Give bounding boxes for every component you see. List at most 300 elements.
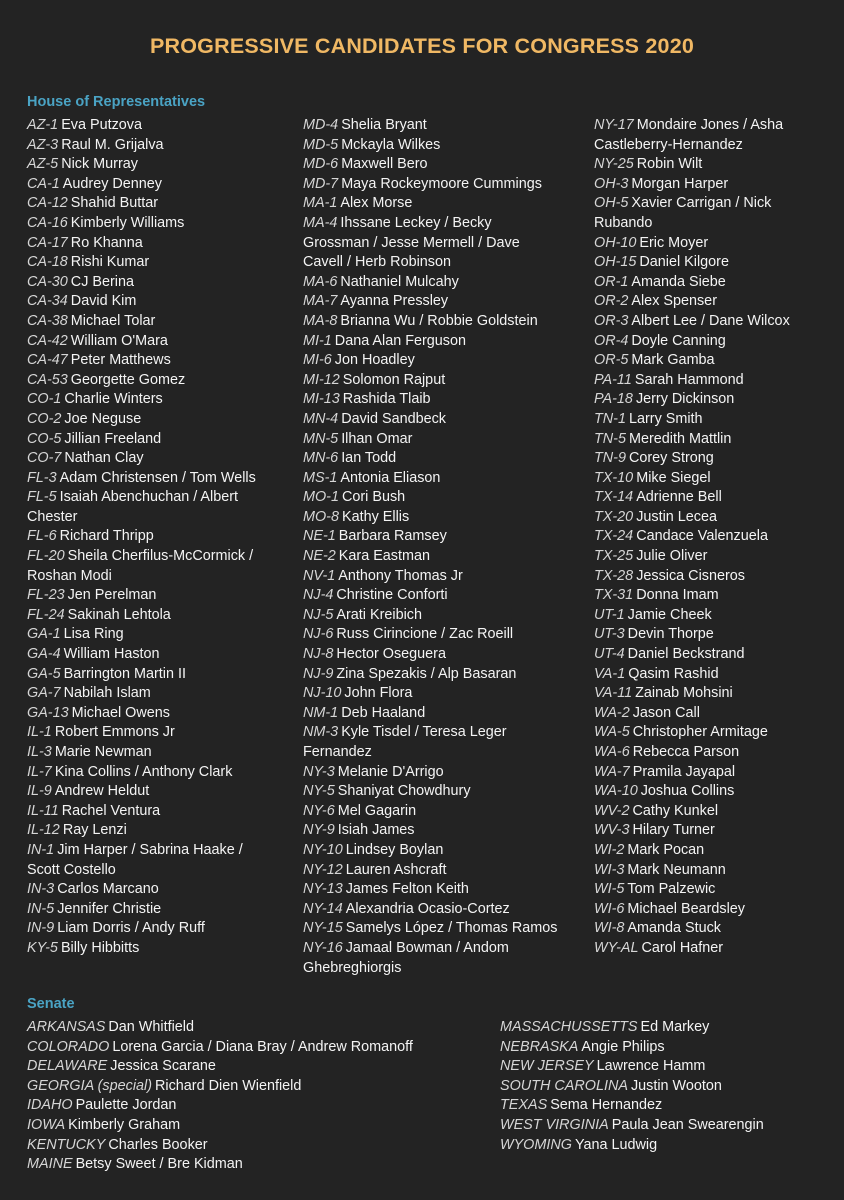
district-code: TEXAS [500,1097,548,1114]
candidate-entry [303,900,557,920]
district-code: MN-5 [303,430,339,447]
candidate-entry [27,332,256,352]
district-code: MA-4 [303,214,338,231]
candidate-name: Yana Ludwig [574,1136,658,1153]
candidate-name: David Kim [70,293,137,310]
district-code: CA-17 [27,234,68,251]
candidate-entry [594,332,790,352]
candidate-entry [594,586,790,606]
district-code: IL-1 [27,724,52,741]
candidate-entry [303,136,557,156]
district-code: OH-5 [594,195,629,212]
candidate-entry [594,273,790,293]
candidate-name: Shelia Bryant [341,117,427,133]
candidate-name: Nathaniel Mulcahy [340,273,459,290]
district-code: IN-3 [27,881,55,898]
candidate-name: Kina Collins / Anthony Clark [54,763,233,780]
district-code: WEST VIRGINIA [500,1116,609,1133]
district-code: CA-1 [27,175,60,192]
candidate-entry [303,704,557,724]
candidate-name: William O'Mara [70,332,168,349]
candidate-name: Jerry Dickinson [635,391,735,408]
district-code: NM-1 [303,704,339,721]
district-code: VA-11 [594,685,633,702]
candidate-entry [27,449,256,469]
senate-heading: Senate [27,996,75,1012]
candidate-entry [303,841,557,861]
candidate-name: Pramila Jayapal [632,763,736,780]
district-code: CO-5 [27,430,62,447]
district-code: MO-8 [303,508,339,525]
candidate-name: Chester [27,508,78,525]
candidate-entry [594,645,790,665]
candidate-entry [594,488,790,508]
district-code: CA-18 [27,254,68,271]
candidate-name: Rubando [594,214,653,231]
candidate-entry [594,567,790,587]
candidate-entry [594,841,790,861]
candidate-entry [27,116,256,136]
candidate-entry [500,1116,764,1136]
district-code: NEBRASKA [500,1038,579,1055]
district-code: NY-17 [594,117,634,133]
district-code: IL-9 [27,783,52,800]
candidate-name: Larry Smith [628,410,703,427]
candidate-entry [500,1136,764,1156]
candidate-entry [303,586,557,606]
candidate-entry [27,527,256,547]
candidate-name: Ayanna Pressley [340,293,449,310]
district-code: TX-31 [594,587,634,604]
district-code: FL-3 [27,469,57,486]
candidate-entry [594,469,790,489]
candidate-name: James Felton Keith [345,881,469,898]
district-code: MS-1 [303,469,338,486]
district-code: UT-1 [594,606,625,623]
candidate-entry [303,273,557,293]
district-code: KY-5 [27,939,58,956]
candidate-entry [27,155,256,175]
candidate-name: Devin Thorpe [627,626,714,643]
district-code: VA-1 [594,665,626,682]
candidate-name: Mark Gamba [631,352,715,369]
candidate-name: Robert Emmons Jr [54,724,175,741]
district-code: IDAHO [27,1097,73,1114]
candidate-entry [594,527,790,547]
district-code: TX-14 [594,489,634,506]
candidate-entry [27,430,256,450]
district-code: OR-3 [594,312,629,329]
candidate-name: Mckayla Wilkes [341,136,441,153]
candidate-name: Russ Cirincione / Zac Roeill [336,626,514,643]
candidate-entry [303,332,557,352]
district-code: NJ-10 [303,685,342,702]
district-code: TN-9 [594,450,626,467]
candidate-entry [27,1096,413,1116]
district-code: MI-1 [303,332,332,349]
candidate-entry [594,704,790,724]
candidate-name: Mondaire Jones / Asha [636,117,784,133]
candidate-entry [303,488,557,508]
candidate-entry [303,469,557,489]
district-code: WA-2 [594,704,630,721]
candidate-entry [594,625,790,645]
candidate-name: Adam Christensen / Tom Wells [59,469,256,486]
candidate-name: Isiah James [337,822,415,839]
district-code: IN-9 [27,920,55,937]
district-code: AZ-5 [27,156,59,173]
candidate-name: Rashida Tlaib [342,391,431,408]
candidate-entry [303,723,557,743]
district-code: WI-6 [594,900,625,917]
candidate-entry [27,508,256,528]
candidate-entry [500,1057,764,1077]
candidate-name: Audrey Denney [62,175,162,192]
candidate-name: Jamie Cheek [627,606,712,623]
candidate-name: Cavell / Herb Robinson [303,254,451,271]
candidate-name: Maya Rockeymoore Cummings [341,175,542,192]
candidate-entry [27,136,256,156]
district-code: SOUTH CAROLINA [500,1077,628,1094]
candidate-entry [303,527,557,547]
candidate-entry [27,665,256,685]
candidate-name: Castleberry-Hernandez [594,136,743,153]
candidate-entry [594,802,790,822]
district-code: CO-7 [27,450,62,467]
candidate-name: Scott Costello [27,861,116,878]
candidate-name: Paulette Jordan [75,1097,177,1114]
candidate-name: Michael Tolar [70,312,156,329]
candidate-name: Mike Siegel [636,469,711,486]
candidate-name: Angie Philips [581,1038,665,1055]
candidate-entry [27,1038,413,1058]
candidate-name: Lauren Ashcraft [345,861,447,878]
candidate-name: Justin Lecea [636,508,718,525]
candidate-entry [27,919,256,939]
candidate-entry [27,214,256,234]
candidate-entry [27,371,256,391]
district-code: NV-1 [303,567,336,584]
district-code: NJ-9 [303,665,334,682]
candidate-entry [594,312,790,332]
candidate-entry [594,880,790,900]
candidate-entry [303,606,557,626]
district-code: NJ-4 [303,587,334,604]
candidate-name: Jon Hoadley [334,352,415,369]
district-code: MI-12 [303,371,340,388]
candidate-entry [303,116,557,136]
candidate-name: Julie Oliver [636,548,708,565]
district-code: GA-5 [27,665,61,682]
district-code: OH-10 [594,234,637,251]
candidate-name: Samelys López / Thomas Ramos [345,920,558,937]
candidate-name: Ray Lenzi [62,822,127,839]
district-code: NJ-8 [303,646,334,663]
candidate-name: Raul M. Grijalva [61,136,164,153]
candidate-entry [594,449,790,469]
candidate-entry [27,1077,413,1097]
candidate-name: Cathy Kunkel [632,802,719,819]
candidate-entry [594,390,790,410]
district-code: CA-34 [27,293,68,310]
house-column-3 [594,116,790,959]
candidate-name: Meredith Mattlin [628,430,732,447]
candidate-entry [27,625,256,645]
candidate-entry [27,1018,413,1038]
district-code: IL-7 [27,763,52,780]
candidate-name: Daniel Beckstrand [627,646,745,663]
district-code: GEORGIA (special) [27,1077,153,1094]
candidate-entry [303,430,557,450]
candidate-entry [594,665,790,685]
district-code: WI-3 [594,861,625,878]
district-code: MA-6 [303,273,338,290]
candidate-entry [27,292,256,312]
district-code: NY-12 [303,861,343,878]
candidate-name: Eva Putzova [61,117,142,133]
candidate-name: Adrienne Bell [636,489,722,506]
candidate-entry [594,175,790,195]
candidate-entry [303,312,557,332]
candidate-name: Alexandria Ocasio-Cortez [345,900,510,917]
candidate-name: Zina Spezakis / Alp Basaran [336,665,517,682]
candidate-name: Ed Markey [640,1019,710,1035]
candidate-entry [27,1155,413,1175]
district-code: NJ-5 [303,606,334,623]
candidate-entry [303,880,557,900]
district-code: TX-25 [594,548,634,565]
candidate-entry [594,821,790,841]
candidate-name: Grossman / Jesse Mermell / Dave [303,234,520,251]
candidate-name: Antonia Eliason [340,469,441,486]
candidate-entry [594,939,790,959]
candidate-entry [27,645,256,665]
candidate-entry [303,371,557,391]
candidate-entry [27,841,256,861]
district-code: IN-1 [27,841,55,858]
candidate-entry [303,292,557,312]
candidate-entry [303,508,557,528]
candidate-entry [303,665,557,685]
candidate-name: Kara Eastman [338,548,430,565]
candidate-entry [594,547,790,567]
candidate-name: Maxwell Bero [341,156,428,173]
candidate-name: Hector Oseguera [336,646,446,663]
district-code: NY-25 [594,156,634,173]
candidate-entry [303,743,557,763]
candidate-name: Qasim Rashid [628,665,719,682]
candidate-name: Nabilah Islam [63,685,151,702]
district-code: COLORADO [27,1038,110,1055]
candidate-name: Rishi Kumar [70,254,150,271]
candidate-entry [303,410,557,430]
candidate-entry [27,488,256,508]
candidate-name: Jim Harper / Sabrina Haake / [57,841,243,858]
candidate-name: Isaiah Abenchuchan / Albert [59,489,239,506]
candidate-entry [594,684,790,704]
district-code: CA-38 [27,312,68,329]
candidate-name: Sakinah Lehtola [67,606,171,623]
district-code: TX-10 [594,469,634,486]
candidate-name: Donna Imam [636,587,719,604]
district-code: NY-3 [303,763,335,780]
candidate-name: Deb Haaland [341,704,426,721]
district-code: WA-6 [594,744,630,760]
candidate-name: Arati Kreibich [336,606,422,623]
district-code: WI-8 [594,920,625,937]
district-code: OH-3 [594,175,629,192]
candidate-name: Liam Dorris / Andy Ruff [57,920,205,937]
candidate-name: William Haston [63,646,160,663]
candidate-name: Rachel Ventura [61,802,161,819]
district-code: NY-13 [303,881,343,898]
candidate-entry [27,723,256,743]
candidate-entry [303,919,557,939]
candidate-entry [27,880,256,900]
candidate-name: Joe Neguse [64,410,142,427]
candidate-name: Melanie D'Arrigo [337,763,444,780]
candidate-name: Shaniyat Chowdhury [337,783,471,800]
candidate-entry [27,469,256,489]
candidate-name: Roshan Modi [27,567,112,584]
candidate-name: Rebecca Parson [632,744,740,760]
candidate-entry [303,194,557,214]
candidate-name: Alex Morse [340,195,413,212]
district-code: OR-1 [594,273,629,290]
candidate-name: Kyle Tisdel / Teresa Leger [341,724,507,741]
candidate-entry [594,234,790,254]
district-code: CO-1 [27,391,62,408]
candidate-entry [303,351,557,371]
candidate-name: CJ Berina [70,273,134,290]
candidate-entry [594,351,790,371]
candidate-name: Billy Hibbitts [60,939,140,956]
candidate-name: Xavier Carrigan / Nick [631,195,772,212]
candidate-entry [303,155,557,175]
candidate-entry [27,567,256,587]
candidate-name: Cori Bush [341,489,406,506]
district-code: MA-7 [303,293,338,310]
candidate-entry [27,410,256,430]
candidate-entry [27,704,256,724]
district-code: NEW JERSEY [500,1058,594,1075]
district-code: GA-7 [27,685,61,702]
district-code: AZ-3 [27,136,59,153]
district-code: NY-16 [303,939,343,956]
candidate-entry [27,1057,413,1077]
district-code: MD-7 [303,175,339,192]
candidate-name: Mark Neumann [627,861,726,878]
candidate-name: David Sandbeck [341,410,446,427]
district-code: MAINE [27,1156,73,1173]
district-code: FL-24 [27,606,65,623]
candidate-name: Candace Valenzuela [636,528,768,545]
candidate-entry [303,684,557,704]
district-code: WI-5 [594,881,625,898]
candidate-entry [27,1116,413,1136]
candidate-entry [27,547,256,567]
candidate-name: Robin Wilt [636,156,703,173]
district-code: TX-20 [594,508,634,525]
candidate-name: Charlie Winters [64,391,163,408]
district-code: PA-11 [594,371,632,388]
candidate-entry [594,782,790,802]
page-title: PROGRESSIVE CANDIDATES FOR CONGRESS 2020 [149,34,695,58]
candidate-name: Michael Beardsley [627,900,745,917]
candidate-name: Ilhan Omar [341,430,413,447]
candidate-name: Tom Palzewic [627,881,716,898]
candidate-entry [27,782,256,802]
candidate-name: Alex Spenser [631,293,717,310]
candidate-name: Lindsey Boylan [345,841,444,858]
candidate-entry [594,430,790,450]
candidate-name: Mark Pocan [627,841,705,858]
candidate-entry [303,802,557,822]
candidate-entry [303,547,557,567]
candidate-entry [27,234,256,254]
candidate-name: Lisa Ring [63,626,124,643]
candidate-name: Nick Murray [61,156,138,173]
district-code: DELAWARE [27,1058,108,1075]
candidate-name: Kathy Ellis [341,508,410,525]
candidate-entry [303,625,557,645]
candidate-entry [303,234,557,254]
district-code: GA-1 [27,626,61,643]
district-code: FL-20 [27,548,65,565]
candidate-entry [27,194,256,214]
district-code: MO-1 [303,489,339,506]
candidate-entry [594,606,790,626]
candidate-name: Andrew Heldut [54,783,150,800]
district-code: TX-28 [594,567,634,584]
candidate-name: Ihssane Leckey / Becky [340,214,492,231]
candidate-name: Dan Whitfield [108,1019,194,1035]
candidate-entry [303,567,557,587]
district-code: MD-5 [303,136,339,153]
candidate-name: Carol Hafner [641,939,724,956]
district-code: WA-5 [594,724,630,741]
district-code: NY-9 [303,822,335,839]
district-code: ARKANSAS [27,1019,106,1035]
district-code: MA-1 [303,195,338,212]
district-code: MA-8 [303,312,338,329]
candidate-entry [27,743,256,763]
candidate-entry [303,449,557,469]
candidate-name: Nathan Clay [64,450,144,467]
district-code: AZ-1 [27,117,59,133]
candidate-name: Jennifer Christie [57,900,162,917]
district-code: IL-3 [27,744,52,760]
candidate-entry [27,253,256,273]
candidate-entry [303,175,557,195]
candidate-name: Ian Todd [341,450,397,467]
candidate-entry [500,1096,764,1116]
candidate-entry [594,214,790,234]
candidate-entry [303,939,557,959]
candidate-name: Jillian Freeland [64,430,162,447]
candidate-name: Morgan Harper [631,175,729,192]
candidate-name: Hilary Turner [632,822,715,839]
candidate-entry [27,586,256,606]
candidate-name: Peter Matthews [70,352,171,369]
candidate-name: Mel Gagarin [337,802,417,819]
district-code: UT-3 [594,626,625,643]
candidate-name: Christopher Armitage [632,724,768,741]
candidate-entry [27,763,256,783]
candidate-entry [27,390,256,410]
district-code: TN-5 [594,430,626,447]
district-code: OR-4 [594,332,629,349]
